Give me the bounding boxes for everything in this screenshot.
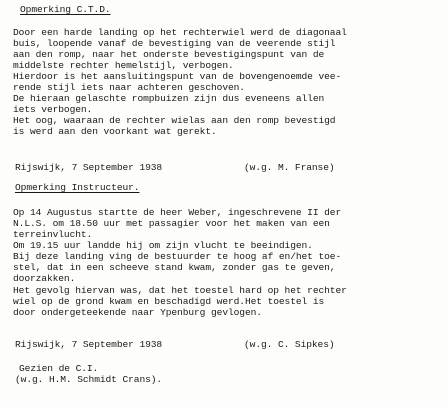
instructeur-line: Om 19.15 uur landde hij om zijn vlucht te beeindigen. [13,240,313,251]
ctd-signature: (w.g. M. Franse) [244,162,335,173]
instructeur-heading: Opmerking Instructeur. [15,182,140,193]
ctd-line: Hierdoor is het aansluitingspunt van de bovengenoemde vee- [13,71,342,82]
ctd-line: iets verbogen. [13,104,93,115]
ctd-line: is werd aan den voorkant wat gerekt. [13,126,217,137]
instructeur-line: terreinvlucht. [13,229,93,240]
instructeur-line: N.L.S. om 18.50 uur met passagier voor het maken van een [13,218,330,229]
ctd-line: buis, loopende vanaf de bevestiging van de veerende stijl [13,38,336,49]
ctd-line: De hieraan gelaschte rompbuizen zijn dus eveneens allen [13,93,325,104]
ctd-place-date: Rijswijk, 7 September 1938 [15,162,163,173]
instructeur-place-date: Rijswijk, 7 September 1938 [15,339,163,350]
instructeur-line: wiel op de grond kwam en beschadigd werd.Het toestel is [13,296,325,307]
instructeur-line: door ondergeteekende naar Ypenburg gevlogen. [13,307,262,318]
footer-signature: (w.g. H.M. Schmidt Crans). [15,374,163,385]
instructeur-line: doorzakken. [13,273,76,284]
footer-seen-by: Gezien de C.I. [19,363,99,374]
ctd-line: Door een harde landing op het rechterwiel werd de diagonaal [13,27,347,38]
ctd-line: aan den romp, naar het onderste bevestigingspunt van de [13,49,325,60]
ctd-line: rende stijl iets naar achteren geschoven. [13,82,245,93]
instructeur-line: stel, dat in een scheeve stand kwam, zonder gas te geven, [13,262,336,273]
instructeur-line: Op 14 Augustus startte de heer Weber, ingeschrevene II der [13,207,342,218]
instructeur-line: Bij deze landing ving de bestuurder te hoog af en/het toe- [13,251,342,262]
instructeur-line: Het gevolg hiervan was, dat het toestel hard op het rechter [13,285,347,296]
ctd-line: middelste rechter hemelstijl, verbogen. [13,60,234,71]
instructeur-signature: (w.g. C. Sipkes) [244,339,335,350]
ctd-line: Het oog, waaraan de rechter wielas aan den romp bevestigd [13,115,336,126]
ctd-heading: Opmerking C.T.D. [20,4,111,15]
